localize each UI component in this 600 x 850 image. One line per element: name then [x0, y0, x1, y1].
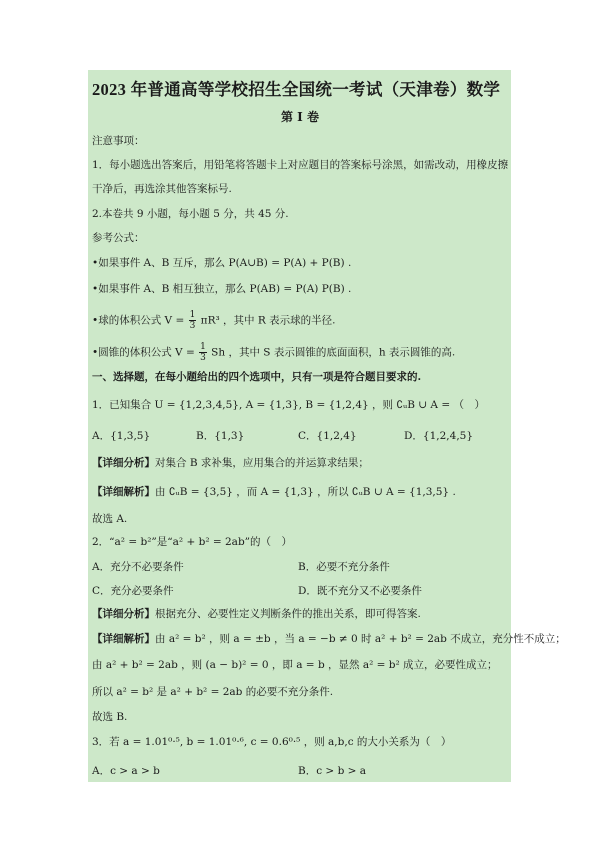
formula-union: •如果事件 A、B 互斥，那么 P(A∪B) = P(A) + P(B) . — [92, 257, 352, 269]
question-3-stem: 3．若 a = 1.01⁰·⁵, b = 1.01⁰·⁶, c = 0.6⁰·⁵ ，则 a,b,c 的大小关系为（ ） — [92, 736, 452, 748]
formula-sphere-volume — [92, 310, 335, 331]
fraction-denominator: 3 — [200, 353, 206, 363]
notice-item-1b: 干净后，再选涂其他答案标号. — [92, 183, 232, 195]
question-1-analysis — [92, 456, 369, 470]
solution-tag: 【详细解析】 — [92, 633, 155, 645]
question-3-option-a: A．c > a > b — [92, 765, 160, 777]
fraction-one-third — [199, 342, 207, 363]
question-1-option-c: C．{1,2,4} — [298, 430, 357, 442]
exam-title: 2023 年普通高等学校招生全国统一考试（天津卷）数学 — [92, 80, 501, 99]
formula-sphere-suffix: πR³ ，其中 R 表示球的半径. — [200, 314, 336, 327]
question-2-answer: 故选 B. — [92, 711, 128, 723]
question-2-stem: 2．“a² = b²”是“a² + b² = 2ab”的（ ） — [92, 536, 293, 548]
solution-tag: 【详细解析】 — [92, 486, 155, 498]
question-1-option-b: B．{1,3} — [196, 430, 245, 442]
notice-heading: 注意事项： — [92, 135, 145, 147]
formula-cone-prefix: •圆锥的体积公式 V = — [92, 346, 195, 359]
question-1-option-a: A．{1,3,5} — [92, 430, 151, 442]
question-2-option-c: C．充分必要条件 — [92, 585, 174, 597]
question-1-solution — [92, 485, 456, 499]
formula-sphere-prefix: •球的体积公式 V = — [92, 314, 185, 327]
question-2-option-a: A．充分不必要条件 — [92, 561, 184, 573]
question-2-analysis — [92, 607, 421, 621]
question-1-stem: 1．已知集合 U = {1,2,3,4,5}, A = {1,3}, B = {1,2,4} ，则 ∁ᵤB ∪ A = （ ） — [92, 399, 485, 411]
question-1-option-d: D．{1,2,4,5} — [404, 430, 474, 442]
formula-cone-volume — [92, 342, 455, 363]
fraction-numerator: 1 — [200, 342, 206, 352]
question-2-option-b: B．必要不充分条件 — [298, 561, 390, 573]
solution-text-1: 由 a² = b² ，则 a = ±b ，当 a = −b ≠ 0 时 a² + b² = 2ab 不成立，充分性不成立； — [155, 633, 566, 645]
question-1-answer: 故选 A. — [92, 513, 128, 525]
notice-item-1a: 1．每小题选出答案后，用铅笔将答题卡上对应题目的答案标号涂黑，如需改动，用橡皮擦 — [92, 159, 509, 171]
page-background — [88, 70, 511, 782]
formula-independent: •如果事件 A、B 相互独立，那么 P(AB) = P(A) P(B) . — [92, 283, 352, 295]
question-2-solution-line-3: 所以 a² = b² 是 a² + b² = 2ab 的必要不充分条件. — [92, 686, 334, 698]
analysis-text: 对集合 B 求补集，应用集合的并运算求结果； — [155, 457, 369, 469]
solution-text: 由 ∁ᵤB = {3,5} ，而 A = {1,3} ，所以 ∁ᵤB ∪ A = {1,3,5} . — [155, 486, 456, 498]
analysis-tag: 【详细分析】 — [92, 457, 155, 469]
question-2-solution — [92, 632, 566, 646]
question-3-option-b: B．c > b > a — [298, 765, 367, 777]
question-2-solution-line-2: 由 a² + b² = 2ab ，则 (a − b)² = 0 ，即 a = b ，显然 a² = b² 成立，必要性成立； — [92, 659, 498, 671]
analysis-tag: 【详细分析】 — [92, 608, 155, 620]
fraction-one-third — [189, 310, 197, 331]
formula-cone-suffix: Sh ，其中 S 表示圆锥的底面面积，h 表示圆锥的高. — [211, 346, 456, 359]
fraction-numerator: 1 — [189, 310, 196, 320]
notice-item-2: 2.本卷共 9 小题，每小题 5 分，共 45 分. — [92, 208, 289, 220]
volume-subtitle: 第 I 卷 — [281, 110, 319, 124]
question-2-option-d: D．既不充分又不必要条件 — [298, 585, 422, 597]
section-heading: 一、选择题，在每小题给出的四个选项中，只有一项是符合题目要求的. — [92, 371, 422, 383]
reference-heading: 参考公式： — [92, 232, 145, 244]
analysis-text: 根据充分、必要性定义判断条件的推出关系，即可得答案. — [155, 608, 421, 620]
fraction-denominator: 3 — [189, 321, 196, 331]
